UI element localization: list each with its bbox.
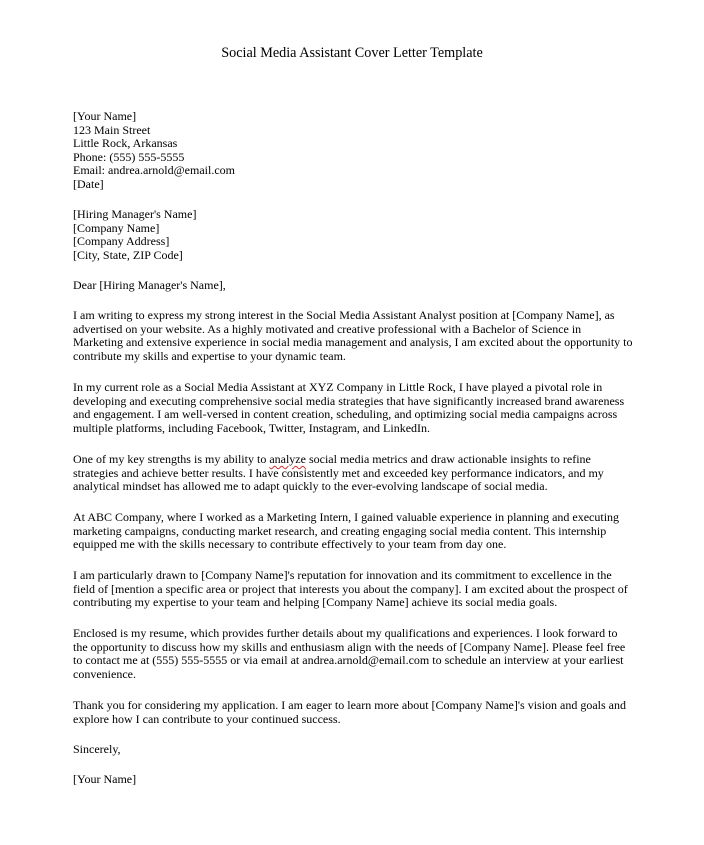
paragraph-line: equipped me with the skills necessary to contribute effectively to your team from day one. — [73, 537, 507, 552]
recipient-address: [Company Address] — [73, 234, 170, 249]
paragraph-line: convenience. — [73, 666, 136, 681]
sender-email: Email: andrea.arnold@email.com — [73, 163, 235, 178]
paragraph-line: Marketing and extensive experience in social media management and analysis, I am excited about the opportunity to — [73, 335, 633, 350]
paragraph-2 — [73, 381, 648, 435]
spellcheck-flagged-word[interactable]: analyze — [269, 452, 306, 466]
sender-name: [Your Name] — [73, 109, 137, 123]
paragraph-line: developing and executing comprehensive social media strategies that have significantly increased brand awareness — [73, 393, 625, 408]
signature — [73, 773, 648, 787]
signature-name: [Your Name] — [73, 772, 137, 786]
paragraph-line: multiple platforms, including Facebook, Twitter, Instagram, and LinkedIn. — [73, 420, 431, 435]
paragraph-line: the opportunity to discuss how my skills and enthusiasm align with the needs of [Company Name]. Please feel free — [73, 639, 626, 654]
paragraph-line: explore how I can contribute to your continued success. — [73, 711, 341, 726]
recipient-company: [Company Name] — [73, 220, 160, 235]
text-fragment: One of my key strengths is my ability to — [73, 452, 270, 466]
paragraph-line: I am writing to express my strong interest in the Social Media Assistant Analyst position at [Company Name], as — [73, 308, 615, 322]
paragraph-line: analytical mindset has allowed me to adapt quickly to the ever-evolving landscape of social media. — [73, 479, 548, 494]
paragraph-line: field of [mention a specific area or project that interests you about the company]. I am excited about the prospect of — [73, 581, 628, 596]
sender-city: Little Rock, Arkansas — [73, 136, 178, 151]
paragraph-line: In my current role as a Social Media Assistant at XYZ Company in Little Rock, I have played a pivotal role in — [73, 380, 603, 394]
sender-street: 123 Main Street — [73, 122, 151, 137]
paragraph-6 — [73, 627, 648, 681]
text-fragment: social media metrics and draw actionable insights to refine — [305, 452, 591, 466]
closing — [73, 743, 648, 757]
paragraph-line: marketing campaigns, conducting market research, and creating engaging social media content. This internship — [73, 523, 607, 538]
paragraph-1 — [73, 309, 648, 363]
paragraph-line: strategies and achieve better results. I have consistently met and exceeded key performance indicators, and my — [73, 465, 604, 480]
paragraph-line — [73, 453, 648, 467]
salutation-text: Dear [Hiring Manager's Name], — [73, 278, 226, 292]
paragraph-line: Enclosed is my resume, which provides further details about my qualifications and experiences. I look forward to — [73, 626, 618, 640]
sender-date: [Date] — [73, 176, 104, 191]
paragraph-line: contribute my skills and expertise to your dynamic team. — [73, 348, 346, 363]
page-title: Social Media Assistant Cover Letter Template — [221, 45, 483, 61]
recipient-manager: [Hiring Manager's Name] — [73, 207, 197, 221]
paragraph-7 — [73, 699, 648, 726]
closing-text: Sincerely, — [73, 742, 121, 756]
salutation — [73, 279, 648, 293]
paragraph-line: At ABC Company, where I worked as a Marketing Intern, I gained valuable experience in planning and executing — [73, 510, 620, 524]
paragraph-line: I am particularly drawn to [Company Name]'s reputation for innovation and its commitment to excellence in the — [73, 568, 612, 582]
paragraph-line: advertised on your website. As a highly motivated and creative professional with a Bachelor of Science in — [73, 321, 582, 336]
paragraph-line: and engagement. I am well-versed in content creation, scheduling, and optimizing social media campaigns across — [73, 407, 618, 422]
sender-phone: Phone: (555) 555-5555 — [73, 149, 185, 164]
paragraph-5 — [73, 569, 648, 610]
paragraph-4 — [73, 511, 648, 552]
paragraph-line: contributing my expertise to your team and helping [Company Name] achieve its social media goals. — [73, 595, 558, 610]
paragraph-line: to contact me at (555) 555-5555 or via email at andrea.arnold@email.com to schedule an interview at your earliest — [73, 653, 624, 668]
sender-block — [73, 110, 648, 192]
recipient-block — [73, 208, 648, 262]
recipient-city-state-zip: [City, State, ZIP Code] — [73, 247, 183, 262]
paragraph-3 — [73, 453, 648, 494]
paragraph-line: Thank you for considering my application. I am eager to learn more about [Company Name]'s vision and goals and — [73, 698, 627, 712]
